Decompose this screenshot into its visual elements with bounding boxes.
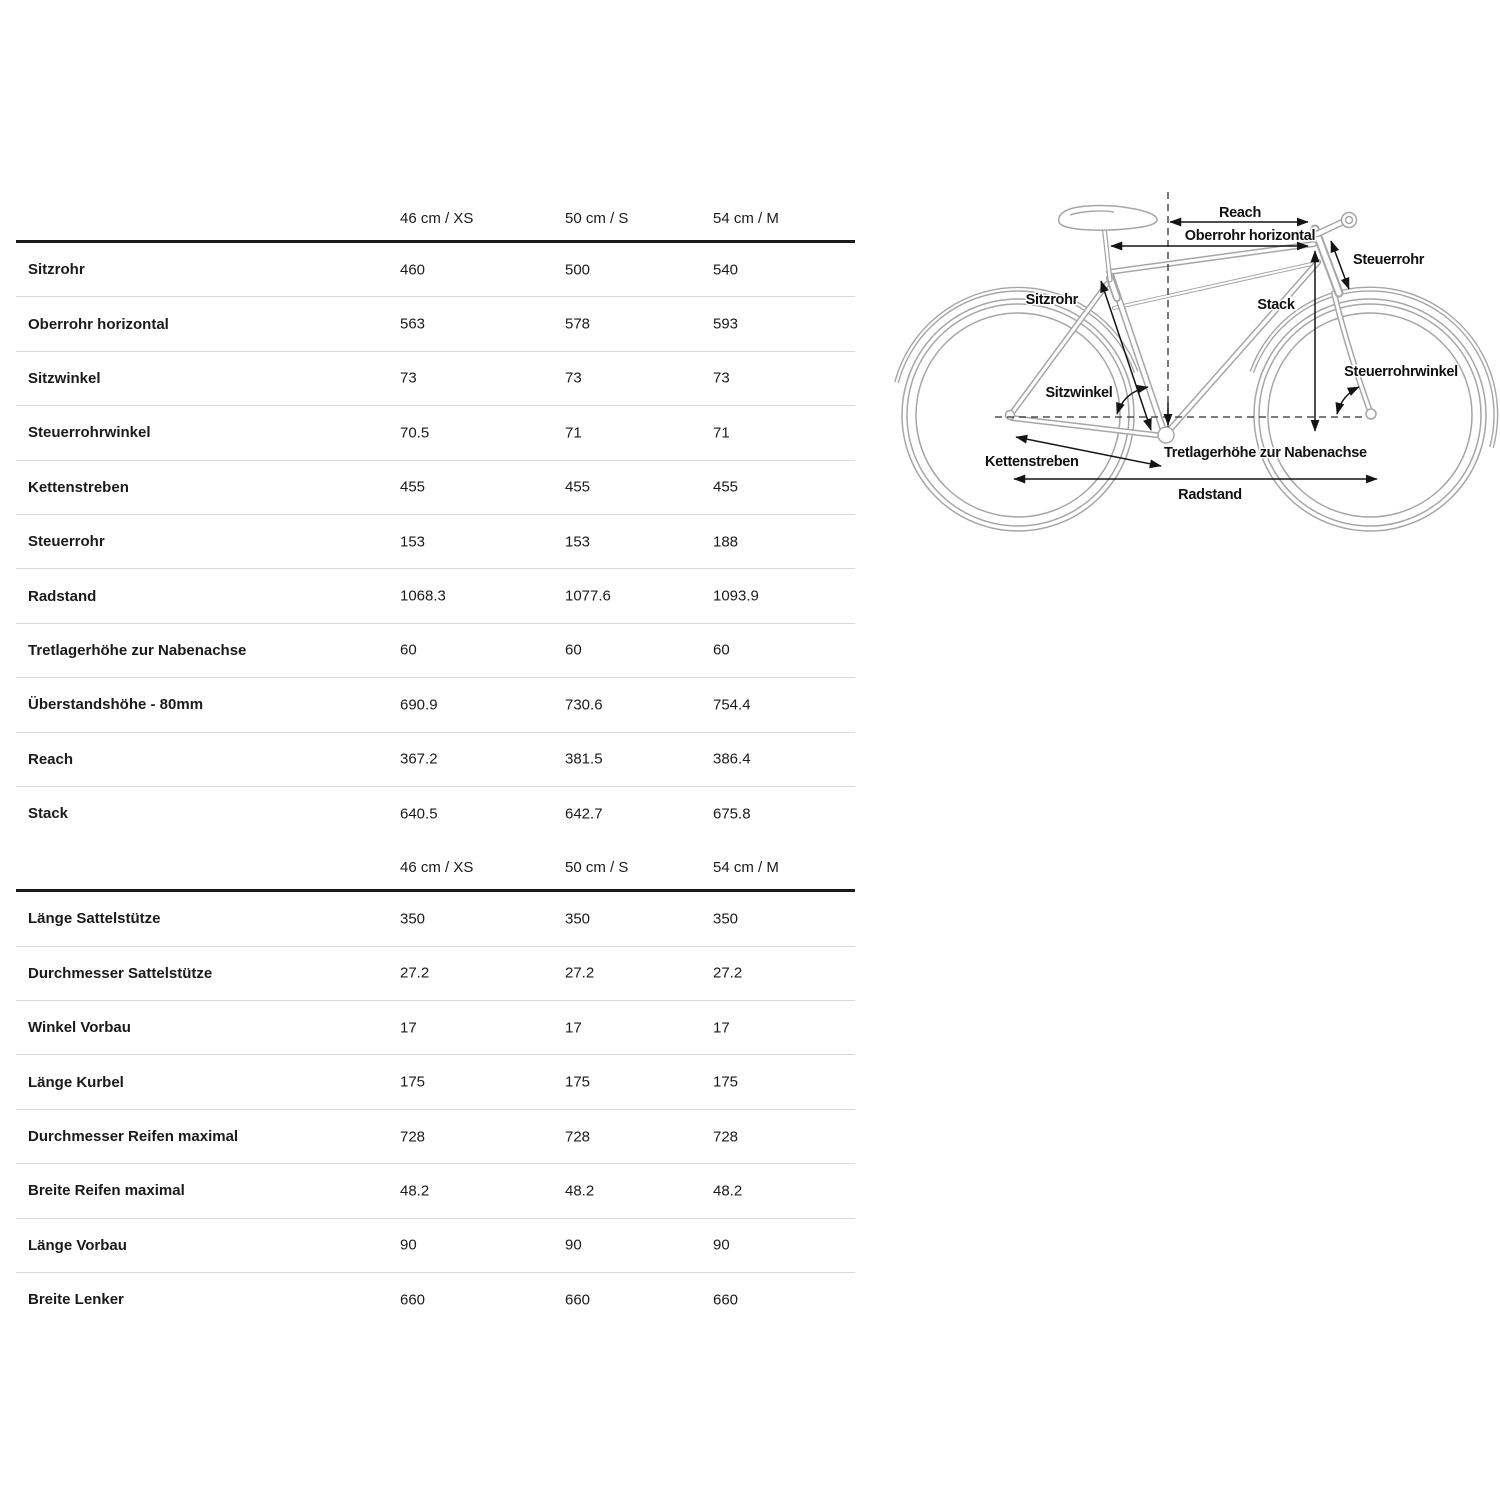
row-value: 175: [565, 1073, 591, 1091]
table-row: [16, 351, 855, 405]
row-label: Reach: [28, 750, 74, 768]
row-label: Tretlagerhöhe zur Nabenachse: [28, 641, 247, 659]
row-value: 73: [713, 369, 730, 387]
row-label: Radstand: [28, 587, 97, 605]
table-row: [16, 243, 855, 296]
table-row: [16, 296, 855, 350]
front-dropout: [1366, 409, 1376, 419]
row-value: 70.5: [400, 424, 430, 442]
row-label: Durchmesser Sattelstütze: [28, 964, 213, 982]
label-tretlagerhoehe: Tretlagerhöhe zur Nabenachse: [1164, 445, 1367, 461]
row-value: 17: [400, 1019, 417, 1037]
row-label: Stack: [28, 805, 69, 823]
row-label: Winkel Vorbau: [28, 1019, 131, 1037]
row-value: 640.5: [400, 805, 438, 823]
row-value: 350: [400, 910, 426, 928]
row-value: 1077.6: [565, 587, 611, 605]
table-row: [16, 623, 855, 677]
row-value: 90: [713, 1236, 730, 1254]
row-label: Breite Lenker: [28, 1291, 124, 1309]
table-row: [16, 514, 855, 568]
row-value: 730.6: [565, 696, 603, 714]
row-value: 1068.3: [400, 587, 446, 605]
size-column-header: 46 cm / XS: [400, 210, 474, 227]
label-steuerrohr: Steuerrohr: [1353, 252, 1425, 268]
row-value: 578: [565, 315, 591, 333]
row-value: 386.4: [713, 750, 751, 768]
bike-geometry-diagram: [890, 180, 1500, 580]
row-value: 754.4: [713, 696, 751, 714]
size-header-row: [16, 192, 855, 243]
geometry-table-section: [16, 192, 855, 840]
row-value: 563: [400, 315, 426, 333]
label-reach: Reach: [1218, 205, 1262, 221]
row-value: 27.2: [400, 964, 430, 982]
row-value: 48.2: [565, 1182, 595, 1200]
geometry-table-section: [16, 840, 855, 1326]
row-label: Sitzwinkel: [28, 369, 101, 387]
row-value: 728: [565, 1128, 591, 1146]
table-row: [16, 1109, 855, 1163]
size-column-header: 50 cm / S: [565, 210, 629, 227]
row-value: 660: [713, 1291, 739, 1309]
row-label: Steuerrohr: [28, 533, 105, 551]
row-value: 660: [400, 1291, 426, 1309]
row-label: Kettenstreben: [28, 478, 129, 496]
bike-diagram-svg: [890, 180, 1500, 580]
row-label: Überstandshöhe - 80mm: [28, 696, 204, 714]
table-row: [16, 1272, 855, 1326]
row-value: 367.2: [400, 750, 438, 768]
size-column-header: 46 cm / XS: [400, 859, 474, 877]
table-row: [16, 1000, 855, 1054]
row-label: Breite Reifen maximal: [28, 1182, 185, 1200]
row-value: 500: [565, 261, 591, 279]
table-row: [16, 1218, 855, 1272]
steuerrohrwinkel-arc-arrow: [1337, 387, 1359, 414]
row-value: 27.2: [565, 964, 595, 982]
label-oberrohr-horizontal: Oberrohr horizontal: [1184, 228, 1316, 244]
row-value: 460: [400, 261, 426, 279]
row-value: 188: [713, 533, 739, 551]
table-row: [16, 786, 855, 840]
row-value: 73: [400, 369, 417, 387]
saddle: [1059, 205, 1157, 230]
rear-dropout: [1006, 411, 1015, 420]
row-value: 455: [565, 478, 591, 496]
row-value: 1093.9: [713, 587, 759, 605]
table-row: [16, 405, 855, 459]
label-sitzrohr: Sitzrohr: [1025, 292, 1078, 308]
row-value: 675.8: [713, 805, 751, 823]
row-label: Durchmesser Reifen maximal: [28, 1128, 239, 1146]
row-value: 27.2: [713, 964, 743, 982]
label-sitzwinkel: Sitzwinkel: [1045, 385, 1113, 401]
table-row: [16, 732, 855, 786]
row-value: 153: [565, 533, 591, 551]
label-radstand: Radstand: [1178, 487, 1242, 503]
row-value: 350: [565, 910, 591, 928]
table-row: [16, 1163, 855, 1217]
row-value: 60: [400, 641, 417, 659]
row-value: 153: [400, 533, 426, 551]
row-value: 71: [713, 424, 730, 442]
geometry-tables: [16, 192, 855, 1326]
row-value: 690.9: [400, 696, 438, 714]
table-row: [16, 1054, 855, 1108]
row-label: Länge Kurbel: [28, 1073, 124, 1091]
row-value: 350: [713, 910, 739, 928]
row-label: Länge Sattelstütze: [28, 910, 161, 928]
size-column-header: 54 cm / M: [713, 859, 779, 877]
row-value: 455: [400, 478, 426, 496]
row-value: 48.2: [713, 1182, 743, 1200]
row-value: 73: [565, 369, 582, 387]
label-steuerrohrwinkel: Steuerrohrwinkel: [1344, 364, 1458, 380]
size-column-header: 54 cm / M: [713, 210, 779, 227]
row-value: 17: [565, 1019, 582, 1037]
row-value: 660: [565, 1291, 591, 1309]
rear-fender: [898, 291, 1134, 383]
row-value: 60: [713, 641, 730, 659]
row-value: 71: [565, 424, 582, 442]
row-value: 175: [400, 1073, 426, 1091]
row-value: 90: [565, 1236, 582, 1254]
table-row: [16, 568, 855, 622]
table-row: [16, 892, 855, 945]
row-label: Oberrohr horizontal: [28, 315, 169, 333]
size-column-header: 50 cm / S: [565, 859, 629, 877]
row-value: 728: [400, 1128, 426, 1146]
label-kettenstreben: Kettenstreben: [985, 454, 1079, 470]
row-value: 455: [713, 478, 739, 496]
row-value: 381.5: [565, 750, 603, 768]
row-label: Steuerrohrwinkel: [28, 424, 151, 442]
row-label: Länge Vorbau: [28, 1236, 127, 1254]
table-row: [16, 677, 855, 731]
row-value: 90: [400, 1236, 417, 1254]
row-value: 17: [713, 1019, 730, 1037]
row-value: 48.2: [400, 1182, 430, 1200]
label-stack: Stack: [1257, 297, 1295, 313]
bottom-bracket: [1158, 427, 1174, 443]
row-value: 593: [713, 315, 739, 333]
row-value: 642.7: [565, 805, 603, 823]
table-row: [16, 460, 855, 514]
row-value: 728: [713, 1128, 739, 1146]
row-value: 60: [565, 641, 582, 659]
row-value: 540: [713, 261, 739, 279]
size-header-row: [16, 840, 855, 892]
table-row: [16, 946, 855, 1000]
row-label: Sitzrohr: [28, 261, 85, 279]
row-value: 175: [713, 1073, 739, 1091]
